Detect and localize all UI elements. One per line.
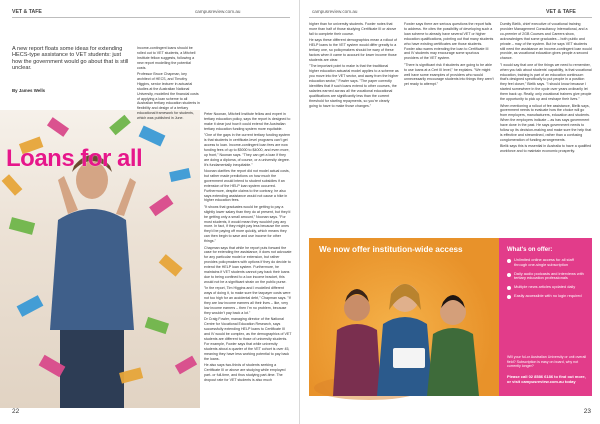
paragraph: Dumity Bielik, chief executive of vocational training provider Management Consultancy International, and a co-premier of 2GB Courses and Careers show, acknowledges that some graduates – both public and private – may of the system. But he says VET students still need the assistance an income-contingent loan would provide, as vocational education gives people a second chance. <box>500 22 592 61</box>
call-to-action[interactable]: Please call 02 8586 6186 to find out more, or visit campusreview.com.au today <box>507 374 586 384</box>
advert-offer-panel <box>499 238 592 396</box>
paragraph: Noonan clarifies the report did not model actual costs, but rather made predictions on how much the government would intend to student subsidies if an extension of the HELP loan system occurred. Furthermore, despite claims to the contrary, he also says extending assistance would not cause a hike in higher education fees. <box>204 168 290 203</box>
page-number: 23 <box>583 408 591 415</box>
paragraph: Professor Bruce Chapman, key architect of HECS, and Timothy Higgins, senior lecturer in actuarial studies at the Australian National University, modelled the financial costs of applying a loan scheme to all Australian tertiary education students in flexibility and design of a tertiary educational framework for students, which was published in June. <box>137 72 200 121</box>
header-rule <box>12 17 290 18</box>
standfirst: A new report floats some ideas for extending HECS-type assistance to VET students: just how the government would go about that is still unclear. <box>12 46 129 72</box>
paragraph: Fowler says there are serious questions the report fails to address. He cites the possibility of developing such a loan scheme to already have several VET or higher education qualifications, pointing out that many students who have existing certificates are those students. Fowler also warns extending the loan to Certificate III and IV students may encourage some spurious providers of the VET system. <box>404 22 494 61</box>
offer-text: Unlimited online access for all staff through one-single subscription <box>514 257 574 267</box>
offer-text: Multiple news articles updated daily <box>514 284 576 290</box>
paragraph: He also says two-thirds of students seeking a Certificate III or above are studying while employed part- or full-time, and thus studying part-time. The dropout rate for VET students is also much <box>204 362 286 382</box>
subscription-advert[interactable] <box>309 238 592 396</box>
paragraph: "I would say that one of the things we need to remember, when you talk about students' capability, is that vocational education, training is part of an education continuum that's designed specifically to put people in a position they feel closer," Bielik says. "I should know because I started somewhere in the cycle over years ordinarily let them back up. Really, only vocational trainers give people the opportunity to pick up and reshape their lives." <box>500 62 592 102</box>
offer-title: What's on offer: <box>507 247 553 253</box>
paragraph: Bielik says this is essential in Australia to have a qualified workforce and to maintain economic prosperity. <box>500 144 592 154</box>
paragraph: "In the report, Tim Higgins and I modelled different ways of doing it, to make sure the taxpayer costs were not too high for an accidental debt," Chapman says. "If they are low income earners all their lives – like, very low income earners – then I'm no problem, because they wouldn't pay back a lot." <box>204 286 291 315</box>
list-item <box>507 285 587 290</box>
offer-text: Daily audio podcasts and interviews with tertiary education professionals <box>514 270 584 281</box>
header-rule <box>309 17 592 18</box>
offer-text: Easily accessible with no login required <box>514 292 582 298</box>
paragraph: When mentioning a rollout of fee assistance, Bielik says, government needs to evaluate how the choice will go from employers, manufacturers, education and students. When the employers indicate – as has says government have done in the past. He says government needs to follow up its decision-making and make sure the help that is effective and streamlined, rather than a confusing conglomeration of funding arrangements. <box>500 103 592 142</box>
article-column-2 <box>309 22 399 232</box>
bullet-icon <box>507 295 511 299</box>
paragraph: higher than for university students. Fowler notes that more than half of those studying Certificate III or above fail to complete their course. <box>309 22 397 36</box>
list-item <box>507 294 587 299</box>
headline: Loans for all <box>6 145 143 172</box>
paragraph: "It shows that graduates would be getting to pay a slightly lower salary than they do at present, but they'd be getting only a small amount," Noonan says. "For most students, it would mean they wouldn't pay any more. In fact, if they might pay less because the ones they'd be paying off more quickly, which means they can then begin to save and use income for other things." <box>204 204 291 244</box>
advert-image-panel <box>309 238 499 396</box>
paragraph: "There is significant risk if students are going to be able to use loans at a Cert III level," he explains. "We might well have some examples of providers who would unnecessarily encourage students into things they aren't yet ready to attempt." <box>404 62 494 87</box>
advert-headline: We now offer institution-wide access <box>319 245 463 254</box>
list-item <box>507 272 587 282</box>
paragraph: Peter Noonan, Mitchell Institute fellow and expert in tertiary education policy, says the report is designed to make it clear just how it could extend the Australian tertiary education funding system more equitable. <box>204 112 291 131</box>
page-number: 22 <box>12 408 20 415</box>
article-column-4 <box>500 22 592 232</box>
article-column-1 <box>204 112 292 404</box>
paragraph: Income-contingent loans should be rolled out to VET students, a Mitchell Institute fellow suggests, following a new report modelling the potential costs. <box>137 46 196 70</box>
paragraph: "One of the gaps in the current tertiary funding system is that students in certificate-level programs can't get access to loan. Income-contingent loan fees are now funding fees of up to $5000 to $4000, and even more, up front," Noonan says. "They can get a loan if they are doing a diploma, of course, or a university degree. It's fundamentally inequitable." <box>204 133 290 167</box>
students-illustration <box>309 238 499 396</box>
advert-footer: Will your ful-or Australian University or unit overall field? Subscription is easy on board, why not currently longer? <box>507 355 587 368</box>
paragraph: "The important point to make is that the traditional higher education actuarial model applies to a scheme as you move into the VET sector, and away from the higher education sector," Fowler says. "The paper correctly identifies that if such loans extend to other courses, the salaries earned across all the vocational educational qualifications are significantly less than the current threshold for starting repayments, so you're clearly going to have to make those changes." <box>309 64 399 108</box>
bullet-icon <box>507 286 511 290</box>
section-label: VET & TAFE <box>546 9 576 15</box>
section-label: VET & TAFE <box>12 9 42 15</box>
paragraph: Chapman says that while he report puts forward the case for extending fee assistance, it does not advocate for any particular model or extension, but rather provides policymakers with options if they do decide to extend the HELP loan system. Furthermore, he maintains if VET students cannot pay back their loans due to being confined to a low income bracket, this would not be a significant strain on the public purse. <box>204 245 292 284</box>
list-item <box>507 258 587 268</box>
article-column-3 <box>404 22 494 232</box>
paragraph: Dr Craig Fowler, managing director of the National Centre for Vocational Education Research, says successfully extending HELP loans to Certificate III and IV would be complex, as the demographics of VET students are different to those of university students. For example, Fowler says that while university students about a quarter of the VET cohort is over 45, meaning they have less working potential to pay back the loans. <box>204 317 292 361</box>
paragraph: He says these different demographics mean a rollout of HELP loans to the VET system would differ greatly to a tertiary one, so policymakers should be wary of these factors when it came to account for lower income those students are clear. <box>309 38 398 62</box>
article-column-1a <box>137 46 201 121</box>
byline: By James Wells <box>12 88 46 93</box>
bullet-icon <box>507 273 511 277</box>
site-label: campusreview.com.au <box>312 9 358 14</box>
laptop-icon <box>393 348 425 368</box>
offer-list <box>507 258 587 303</box>
site-label: campusreview.com.au <box>195 9 241 14</box>
bullet-icon <box>507 259 511 263</box>
